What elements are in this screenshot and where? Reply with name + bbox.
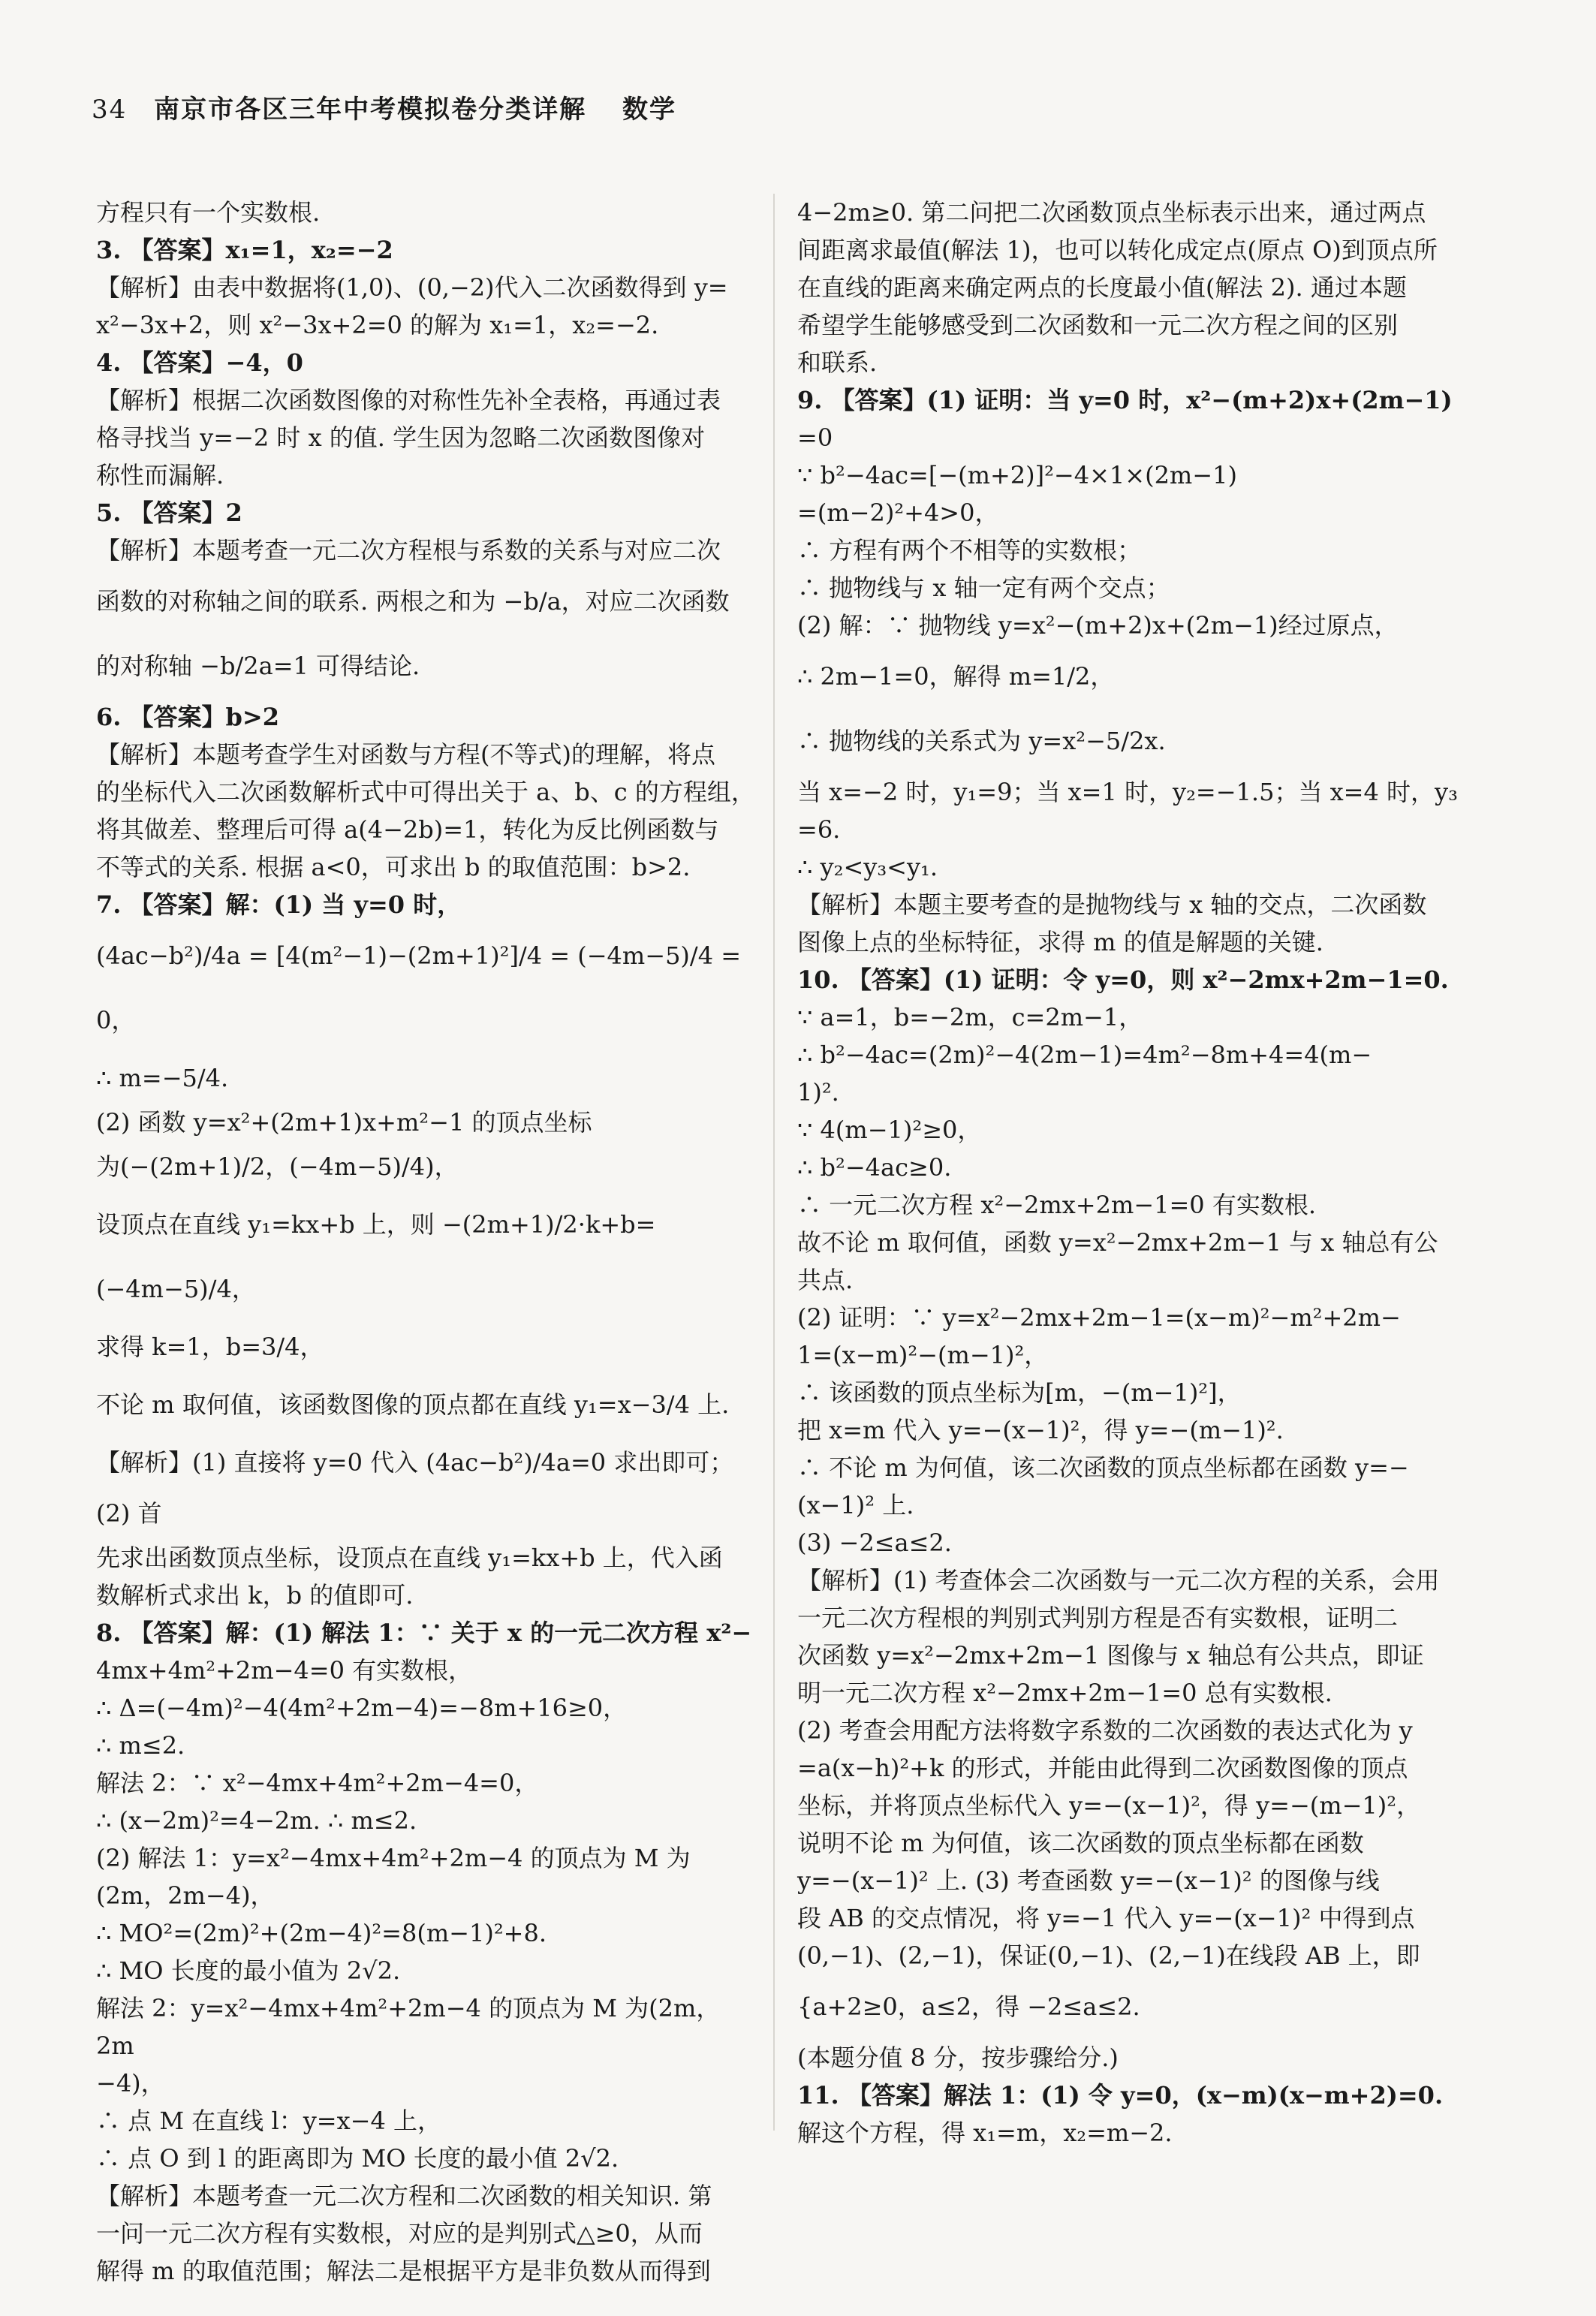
text-line: =6. xyxy=(797,815,841,844)
text-line: 说明不论 m 为何值，该二次函数的顶点坐标都在函数 xyxy=(797,1829,1364,1857)
text-line: ∴ m≤2. xyxy=(96,1731,185,1760)
text-line: 在直线的距离来确定两点的长度最小值(解法 2). 通过本题 xyxy=(797,273,1407,302)
text-line: 11. 【答案】解法 1：(1) 令 y=0，(x−m)(x−m+2)=0. xyxy=(797,2081,1444,2110)
text-line: 先求出函数顶点坐标，设顶点在直线 y₁=kx+b 上，代入函 xyxy=(96,1543,723,1572)
text-line: ∴ y₂<y₃<y₁. xyxy=(797,853,938,881)
text-line: 一元二次方程根的判别式判别方程是否有实数根，证明二 xyxy=(797,1604,1399,1632)
text-line: 共点. xyxy=(797,1266,854,1294)
subject-label: 数学 xyxy=(622,95,676,125)
text-line: (2) 函数 y=x²+(2m+1)x+m²−1 的顶点坐标 xyxy=(96,1108,592,1137)
text-line: 希望学生能够感受到二次函数和一元二次方程之间的区别 xyxy=(797,311,1399,339)
text-line: 【解析】本题考查一元二次方程根与系数的关系与对应二次 xyxy=(96,536,721,565)
text-line: ∵ 4(m−1)²≥0， xyxy=(797,1116,982,1144)
text-line: ∴ m=−5/4. xyxy=(96,1064,229,1092)
page-number: 34 xyxy=(92,95,128,125)
text-line: ∴ Δ=(−4m)²−4(4m²+2m−4)=−8m+16≥0， xyxy=(96,1694,628,1722)
text-line: 解法 2：∵ x²−4mx+4m²+2m−4=0， xyxy=(96,1769,539,1797)
text-line: 设顶点在直线 y₁=kx+b 上，则 −(2m+1)/2·k+b=(−4m−5)/4， xyxy=(96,1210,656,1303)
text-line: 故不论 m 取何值，函数 y=x²−2mx+2m−1 与 x 轴总有公 xyxy=(797,1228,1438,1257)
text-line: 为(−(2m+1)/2，(−4m−5)/4)， xyxy=(96,1152,459,1181)
text-line: 和联系. xyxy=(797,348,878,377)
text-line: 1)². xyxy=(797,1078,839,1107)
text-line: ∴ 点 O 到 l 的距离即为 MO 长度的最小值 2√2. xyxy=(96,2144,619,2173)
text-line: 当 x=−2 时，y₁=9；当 x=1 时，y₂=−1.5；当 x=4 时，y₃ xyxy=(797,778,1458,806)
book-title: 南京市各区三年中考模拟卷分类详解 xyxy=(154,95,587,125)
text-line: (x−1)² 上. xyxy=(797,1491,914,1519)
text-line: 1=(x−m)²−(m−1)²， xyxy=(797,1341,1049,1369)
text-line: 图像上点的坐标特征，求得 m 的值是解题的关键. xyxy=(797,928,1323,956)
text-line: 3. 【答案】x₁=1，x₂=−2 xyxy=(96,236,393,264)
text-line: 【解析】本题主要考查的是抛物线与 x 轴的交点，二次函数 xyxy=(797,890,1427,919)
text-line: 把 x=m 代入 y=−(x−1)²，得 y=−(m−1)². xyxy=(797,1416,1284,1444)
text-line: 9. 【答案】(1) 证明：当 y=0 时，x²−(m+2)x+(2m−1) xyxy=(797,386,1453,414)
text-line: (2m，2m−4)， xyxy=(96,1881,275,1910)
text-line: ∴ 不论 m 为何值，该二次函数的顶点坐标都在函数 y=− xyxy=(797,1453,1409,1482)
text-line: ∵ b²−4ac=[−(m+2)]²−4×1×(2m−1) xyxy=(797,461,1237,489)
text-line: 4. 【答案】−4，0 xyxy=(96,348,303,377)
text-line: 段 AB 的交点情况，将 y=−1 代入 y=−(x−1)² 中得到点 xyxy=(797,1904,1415,1932)
text-line: =(m−2)²+4>0， xyxy=(797,498,999,527)
text-line: 【解析】本题考查学生对函数与方程(不等式)的理解，将点 xyxy=(96,740,715,769)
text-line: 10. 【答案】(1) 证明：令 y=0，则 x²−2mx+2m−1=0. xyxy=(797,965,1449,994)
text-line: {a+2≥0，a≤2，得 −2≤a≤2. xyxy=(797,1992,1140,2021)
text-line: 间距离求最值(解法 1)，也可以转化成定点(原点 O)到顶点所 xyxy=(797,236,1438,264)
text-line: 8. 【答案】解：(1) 解法 1：∵ 关于 x 的一元二次方程 x²− xyxy=(96,1619,752,1647)
text-line: (3) −2≤a≤2. xyxy=(797,1528,952,1557)
text-line: 的坐标代入二次函数解析式中可得出关于 a、b、c 的方程组， xyxy=(96,778,755,806)
column-divider xyxy=(773,194,775,2131)
text-line: (2) 考查会用配方法将数字系数的二次函数的表达式化为 y xyxy=(797,1716,1413,1745)
text-line: (2) 解法 1：y=x²−4mx+4m²+2m−4 的顶点为 M 为 xyxy=(96,1844,691,1872)
text-line: 【解析】本题考查一元二次方程和二次函数的相关知识. 第 xyxy=(96,2182,712,2210)
text-line: 方程只有一个实数根. xyxy=(96,198,321,227)
text-line: 次函数 y=x²−2mx+2m−1 图像与 x 轴总有公共点，即证 xyxy=(797,1641,1424,1670)
text-line: 7. 【答案】解：(1) 当 y=0 时， xyxy=(96,890,462,919)
text-line: (本题分值 8 分，按步骤给分.) xyxy=(797,2043,1119,2072)
text-line: 一问一元二次方程有实数根，对应的是判别式△≥0，从而 xyxy=(96,2219,703,2248)
page-header xyxy=(92,89,1503,134)
text-line: 4mx+4m²+2m−4=0 有实数根， xyxy=(96,1656,473,1685)
text-line: −4)， xyxy=(96,2069,165,2098)
text-line: ∴ 一元二次方程 x²−2mx+2m−1=0 有实数根. xyxy=(797,1191,1316,1219)
text-line: ∴ 该函数的顶点坐标为[m，−(m−1)²]， xyxy=(797,1378,1242,1407)
text-line: (0,−1)、(2,−1)，保证(0,−1)、(2,−1)在线段 AB 上，即 xyxy=(797,1941,1420,1970)
text-line: 5. 【答案】2 xyxy=(96,498,242,527)
text-line: 坐标，并将顶点坐标代入 y=−(x−1)²，得 y=−(m−1)²， xyxy=(797,1791,1421,1820)
text-line: ∴ b²−4ac≥0. xyxy=(797,1153,952,1182)
text-line: (4ac−b²)/4a = [4(m²−1)−(2m+1)²]/4 = (−4m−5)/4 = 0， xyxy=(96,941,742,1035)
text-line: ∴ b²−4ac=(2m)²−4(2m−1)=4m²−8m+4=4(m− xyxy=(797,1041,1372,1069)
text-line: 【解析】根据二次函数图像的对称性先补全表格，再通过表 xyxy=(96,386,721,414)
text-line: ∴ 抛物线与 x 轴一定有两个交点； xyxy=(797,574,1170,602)
text-line: y=−(x−1)² 上. (3) 考查函数 y=−(x−1)² 的图像与线 xyxy=(797,1866,1380,1895)
text-line: x²−3x+2，则 x²−3x+2=0 的解为 x₁=1，x₂=−2. xyxy=(96,311,659,339)
text-line: (2) 解：∵ 抛物线 y=x²−(m+2)x+(2m−1)经过原点， xyxy=(797,611,1399,640)
text-line: ∴ MO 长度的最小值为 2√2. xyxy=(96,1956,401,1985)
text-line: ∴ 抛物线的关系式为 y=x²−5/2x. xyxy=(797,727,1166,755)
text-line: ∴ 点 M 在直线 l：y=x−4 上， xyxy=(96,2107,441,2135)
text-line: 【解析】(1) 直接将 y=0 代入 (4ac−b²)/4a=0 求出即可；(2) 首 xyxy=(96,1448,734,1528)
text-line: 求得 k=1，b=3/4， xyxy=(96,1333,324,1361)
text-line: 【解析】由表中数据将(1,0)、(0,−2)代入二次函数得到 y= xyxy=(96,273,728,302)
text-line: 【解析】(1) 考查体会二次函数与一元二次方程的关系，会用 xyxy=(797,1566,1440,1595)
text-line: 的对称轴 −b/2a=1 可得结论. xyxy=(96,652,420,680)
text-line: 不论 m 取何值，该函数图像的顶点都在直线 y₁=x−3/4 上. xyxy=(96,1390,730,1419)
text-line: ∵ a=1，b=−2m，c=2m−1， xyxy=(797,1003,1143,1032)
text-line: =a(x−h)²+k 的形式，并能由此得到二次函数图像的顶点 xyxy=(797,1754,1408,1782)
text-line: (2) 证明：∵ y=x²−2mx+2m−1=(x−m)²−m²+2m− xyxy=(797,1303,1401,1332)
text-line: ∴ 方程有两个不相等的实数根； xyxy=(797,536,1142,565)
text-line: 不等式的关系. 根据 a<0，可求出 b 的取值范围：b>2. xyxy=(96,853,691,881)
text-line: 解得 m 的取值范围；解法二是根据平方是非负数从而得到 xyxy=(96,2257,711,2285)
text-line: 解这个方程，得 x₁=m，x₂=m−2. xyxy=(797,2119,1173,2147)
text-line: 称性而漏解. xyxy=(96,461,224,489)
text-line: 函数的对称轴之间的联系. 两根之和为 −b/a，对应二次函数 xyxy=(96,587,730,616)
text-line: 明一元二次方程 x²−2mx+2m−1=0 总有实数根. xyxy=(797,1679,1333,1707)
text-line: =0 xyxy=(797,423,833,452)
text-line: 解法 2：y=x²−4mx+4m²+2m−4 的顶点为 M 为(2m，2m xyxy=(96,1994,721,2060)
right-column xyxy=(797,194,1473,2152)
text-line: 数解析式求出 k，b 的值即可. xyxy=(96,1581,414,1610)
text-line: 将其做差、整理后可得 a(4−2b)=1，转化为反比例函数与 xyxy=(96,815,719,844)
text-line: ∴ 2m−1=0，解得 m=1/2， xyxy=(797,662,1115,691)
text-line: 格寻找当 y=−2 时 x 的值. 学生因为忽略二次函数图像对 xyxy=(96,423,706,452)
text-line: ∴ (x−2m)²=4−2m. ∴ m≤2. xyxy=(96,1806,417,1835)
text-line: ∴ MO²=(2m)²+(2m−4)²=8(m−1)²+8. xyxy=(96,1919,547,1947)
left-column xyxy=(96,194,757,2290)
text-line: 4−2m≥0. 第二问把二次函数顶点坐标表示出来，通过两点 xyxy=(797,198,1426,227)
text-line: 6. 【答案】b>2 xyxy=(96,703,280,731)
